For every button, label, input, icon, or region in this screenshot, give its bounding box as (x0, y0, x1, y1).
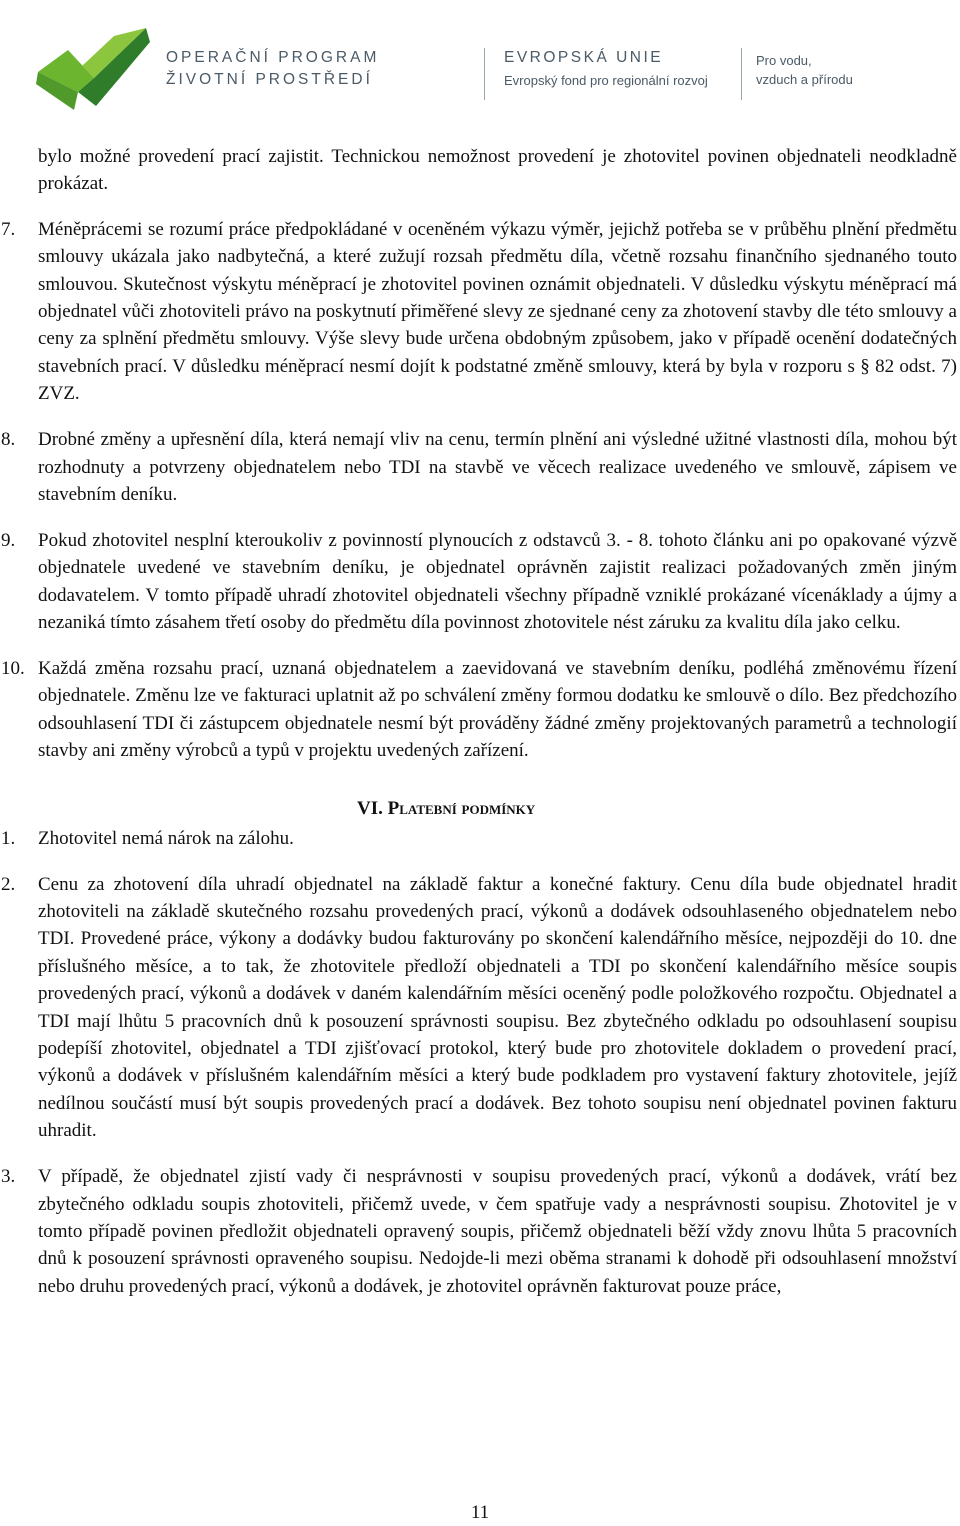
list-item (0, 216, 960, 408)
item-text: Zhotovitel nemá nárok na zálohu. (38, 827, 294, 849)
item-text: Drobné změny a upřesnění díla, která nemají vliv na cenu, termín plnění ani výsledné užitné vlastnosti díla, mohou být rozhodnuty a potvrzeny objednatelem nebo TDI na stavbě ve věcech realizace uvedeného ve smlouvě, zápisem ve stavebním deníku. (38, 429, 957, 505)
list-item (0, 1163, 960, 1300)
eu-subtitle: Evropský fond pro regionální rozvoj (504, 73, 708, 88)
item-number: 1. (1, 827, 16, 849)
program-title-line2: ŽIVOTNÍ PROSTŘEDÍ (166, 71, 373, 88)
program-title-line1: OPERAČNÍ PROGRAM (166, 49, 380, 66)
item-text: Pokud zhotovitel nesplní kteroukoliv z povinností plynoucích z odstavců 3. - 8. tohoto článku ani po opakované výzvě objednatele uvedené ve stavebním deníku, je objednatel oprávněn zajistit realizaci požadovaných změn jiným dodavatelem. V tomto případě uhradí zhotovitel objednateli všechny případně vzniklé prokázané vícenáklady a újmy a nezaniká tímto zásahem třetí osoby do předmětu díla povinnost zhotovitele nést záruku za kvalitu díla jako celku. (38, 529, 957, 634)
slogan-line1: Pro vodu, (756, 53, 812, 68)
section-heading: VI. Platební podmínky (357, 797, 536, 819)
item-number: 2. (1, 873, 16, 895)
list-item (0, 871, 960, 1145)
header-divider (741, 48, 742, 100)
item-text: Cenu za zhotovení díla uhradí objednatel na základě faktur a konečné faktury. Cenu díla bude objednatel hradit zhotoviteli na základě skutečného rozsahu provedených prací, výkonů a dodávek odsouhlaseného objednatelem nebo TDI. Provedené práce, výkony a dodávky budou fakturovány po skončení kalendářního měsíce, nejpozději do 10. dne příslušného měsíce, a to tak, že zhotovitele předloží objednateli a TDI po skončení kalendářního měsíce soupis provedených prací, výkonů a dodávek v daném kalendářním měsíci oceněný podle položkového rozpočtu. Objednatel a TDI mají lhůtu 5 pracovních dnů k posouzení správnosti soupisu. Bez zbytečného odkladu po odsouhlasení soupisu podepíší zhotovitel, objednatel a TDI zjišťovací protokol, který bude pro zhotovitele dokladem o provedení prací, výkonů a dodávek v příslušném kalendářním měsíci a který bude podkladem pro vystavení faktury zhotovitele, jejíž nedílnou součástí musí být soupis provedených prací a dodávek. Bez tohoto soupisu není objednatel povinen fakturu uhradit. (38, 873, 957, 1142)
list-item (0, 825, 960, 852)
item-text: Méněprácemi se rozumí práce předpokládané v oceněném výkazu výměr, jejichž potřeba se v průběhu plnění předmětu smlouvy ukázala jako nadbytečná, a které zužují rozsah předmětu díla, včetně rozsahu finančního sjednaného touto smlouvou. Skutečnost výskytu méněprací je zhotovitel povinen oznámit objednateli. V důsledku výskytu méněprací má objednatel vůči zhotoviteli právo na poskytnutí přiměřené slevy ze sjednané ceny za zhotovení stavby dle této smlouvy a ceny za splnění předmětu smlouvy. Výše slevy bude určena obdobným způsobem, jako v případě ocenění dodatečných stavebních prací. V důsledku méněprací nesmí dojít k podstatné změně smlouvy, která by byla v rozporu s § 82 odst. 7) ZVZ. (38, 218, 957, 405)
item-number: 10. (1, 658, 25, 679)
document-body (0, 143, 960, 1300)
slogan (756, 51, 853, 89)
item-text: Každá změna rozsahu prací, uznaná objednatelem a zaevidovaná ve stavebním deníku, podléhá změnovému řízení objednatele. Změnu lze ve fakturaci uplatnit až po schválení změny formou dodatku ke smlouvě o dílo. Bez předchozího odsouhlasení TDI či zástupcem objednatele nesmí být prováděny žádné změny projektovaných parametrů a technologií stavby ani změny výrobců a typů v projektu uvedených zařízení. (38, 658, 957, 762)
item-number: 3. (1, 1166, 16, 1188)
header-divider (484, 48, 485, 100)
page-header (0, 0, 960, 140)
item-number: 9. (1, 529, 16, 551)
op-zp-logo-icon (34, 22, 152, 114)
program-title (166, 47, 379, 91)
page-number: 11 (470, 1502, 490, 1523)
eu-title: EVROPSKÁ UNIE (504, 49, 664, 66)
intro-paragraph: bylo možné provedení prací zajistit. Technickou nemožnost provedení je zhotovitel povinen objednateli neodkladně prokázat. (38, 146, 957, 195)
slogan-line2: vzduch a přírodu (756, 72, 853, 87)
item-number: 8. (1, 429, 16, 451)
list-item (0, 426, 960, 508)
list-item (0, 527, 960, 637)
item-text: V případě, že objednatel zjistí vady či nesprávnosti v soupisu provedených prací, výkonů a dodávek, vrátí bez zbytečného odkladu soupis zhotoviteli, přičemž uvede, v čem spatřuje vady a nesprávnosti soupisu. Zhotovitel je v tomto případě povinen předložit objednateli opravený soupis, přičemž objednateli běží vždy znovu lhůta 5 pracovních dnů k posouzení správnosti opraveného soupisu. Nedojde-li mezi oběma stranami k dohodě při odsouhlasení množství nebo druhu provedených prací, výkonů a dodávek, je zhotovitel oprávněn fakturovat pouze práce, (38, 1166, 957, 1297)
list-item (0, 655, 960, 765)
item-number: 7. (1, 218, 16, 240)
